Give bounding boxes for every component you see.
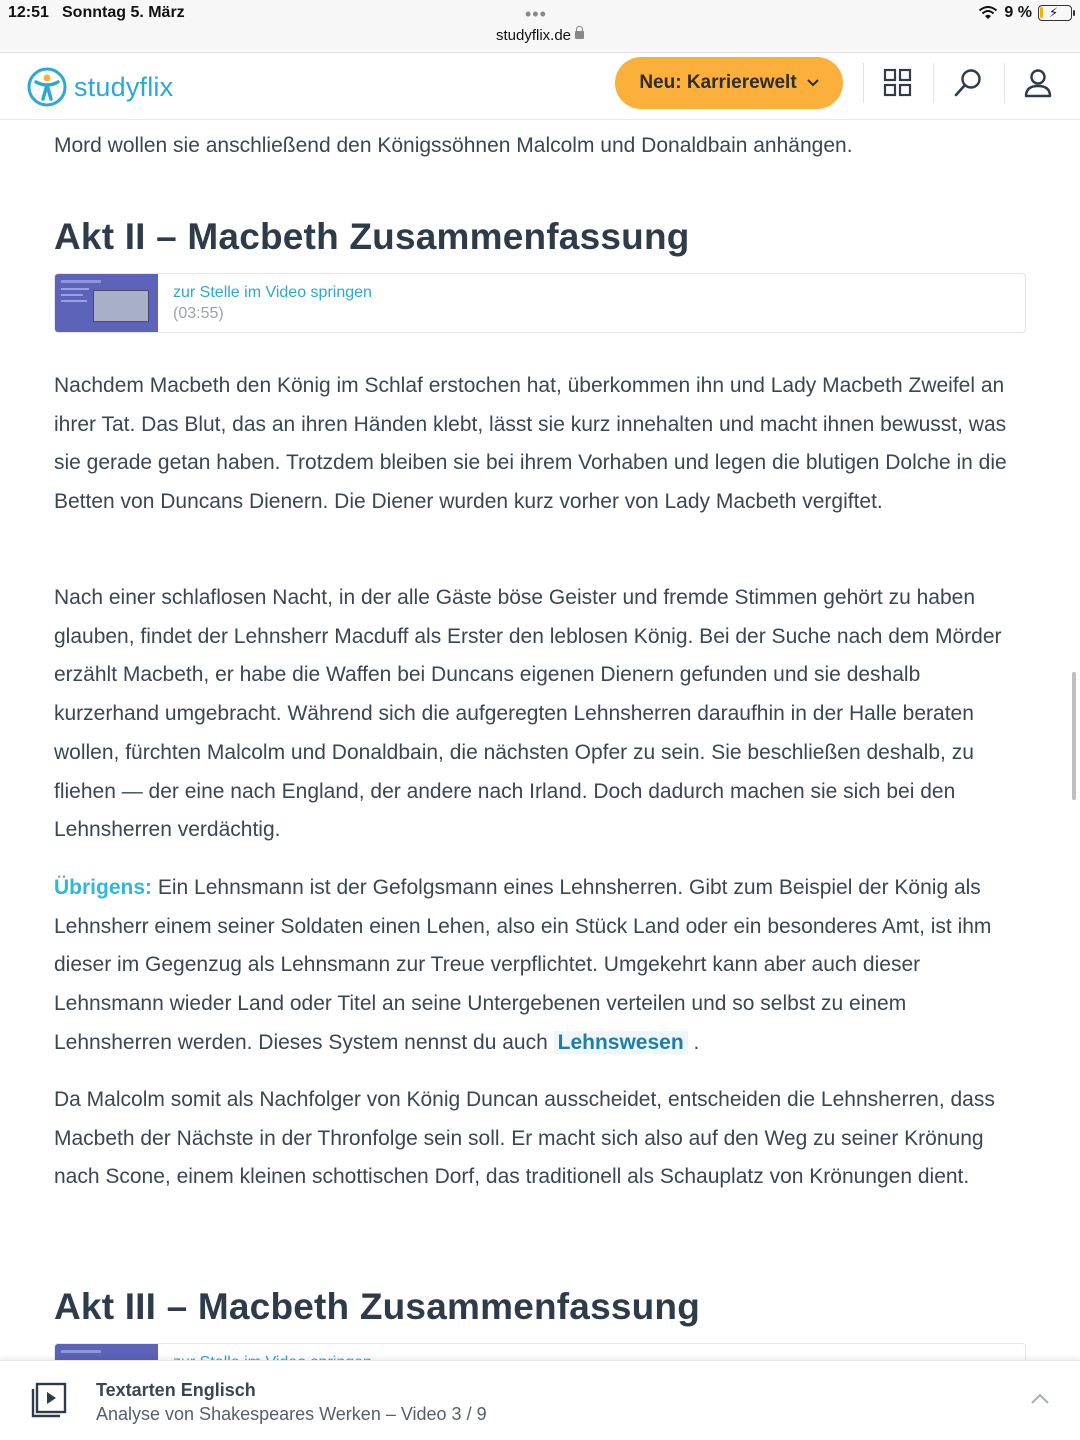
url-text: studyflix.de (495, 27, 572, 44)
site-header (0, 52, 1080, 120)
karrierewelt-button[interactable] (615, 57, 843, 109)
logo-figure-icon (26, 66, 68, 108)
karrierewelt-label: Neu: Karrierewelt (639, 72, 797, 93)
video-timestamp: (03:55) (173, 305, 224, 322)
chevron-down-icon (807, 79, 819, 87)
logo-text: studyflix (74, 71, 174, 102)
video-meta (158, 274, 372, 332)
lock-icon (575, 31, 584, 39)
lehnswesen-link[interactable]: Lehnswesen (554, 1031, 688, 1054)
hint-label: Übrigens: (54, 876, 153, 899)
paragraph-1: Nachdem Macbeth den König im Schlaf erstochen hat, überkommen ihn und Lady Macbeth Zweifel an ihrer Tat. Das Blut, das an ihren Händen klebt, lässt sie kurz innehalten und macht ihnen bewusst, was sie gerade getan haben. Trotzdem bleiben sie bei ihrem Vorhaben und legen die blutigen Dolche in die Betten von Duncans Dienern. Die Diener wurden kurz vorher von Lady Macbeth vergiftet. (54, 374, 1007, 514)
paragraph-4: Da Malcolm somit als Nachfolger von König Duncan ausscheidet, entscheiden die Lehnsherren, dass Macbeth der Nächste in der Thronfolge sein soll. Er macht sich also auf den Weg zu seiner Krönung nach Scone, einem kleinen schottischen Dorf, das traditionell als Schauplatz von Krönungen dient. (54, 1088, 995, 1189)
intro-tail-paragraph: Mord wollen sie anschließend den Königssöhnen Malcolm und Donaldbain anhängen. (54, 134, 853, 157)
video-jump-link[interactable]: zur Stelle im Video springen (173, 284, 372, 301)
playlist-icon (30, 1381, 68, 1419)
section-heading-akt-3: Akt III – Macbeth Zusammenfassung (54, 1286, 701, 1327)
header-divider (1004, 63, 1005, 103)
studyflix-logo[interactable] (26, 66, 173, 108)
user-icon[interactable] (1022, 67, 1054, 99)
playlist-subtitle: Analyse von Shakespeares Werken – Video 3 / 9 (96, 1404, 487, 1424)
grid-icon[interactable] (882, 67, 914, 99)
header-divider (863, 63, 864, 103)
status-bar (0, 0, 1080, 52)
page-scrollbar[interactable] (1072, 672, 1076, 800)
charging-bolt-icon: ⚡ (1049, 5, 1059, 20)
video-thumbnail (55, 274, 158, 332)
hint-paragraph (54, 869, 1029, 1063)
header-divider (933, 63, 934, 103)
battery-level (1040, 7, 1043, 18)
chevron-up-icon[interactable] (1030, 1391, 1050, 1405)
playlist-title: Textarten Englisch (96, 1380, 256, 1400)
playlist-bar[interactable] (0, 1360, 1080, 1440)
battery-percent: 9 % (1004, 4, 1032, 21)
battery-icon (1038, 5, 1072, 21)
hint-text: Ein Lehnsmann ist der Gefolgsmann eines Lehnsherren. Gibt zum Beispiel der König als Lehnsherr einem seiner Soldaten einen Lehen, also ein Stück Land oder ein besonderes Amt, ist ihm dieser im Gegenzug als Lehnsmann zur Treue verpflichtet. Umgekehrt kann aber auch dieser Lehnsmann wieder Land oder Titel an seine Untergebenen verteilen und so selbst zu einem Lehnsherren werden. Dieses System nennst du auch (54, 876, 992, 1054)
status-date: Sonntag 5. März (62, 4, 185, 21)
more-dots-icon[interactable]: ••• (525, 4, 547, 24)
url-bar[interactable] (0, 27, 1080, 44)
hint-end: . (687, 1030, 700, 1054)
video-jump-card[interactable] (54, 273, 1026, 333)
search-icon[interactable] (952, 67, 984, 99)
section-heading-akt-2: Akt II – Macbeth Zusammenfassung (54, 216, 690, 257)
paragraph-2: Nach einer schlaflosen Nacht, in der alle Gäste böse Geister und fremde Stimmen gehört zu haben glauben, findet der Lehnsherr Macduff als Erster den leblosen König. Bei der Suche nach dem Mörder erzählt Macbeth, er habe die Waffen bei Duncans eigenen Dienern gefunden und sie deshalb kurzerhand umgebracht. Während sich die aufgeregten Lehnsherren daraufhin in der Halle beraten wollen, fürchten Malcolm und Donaldbain, die nächsten Opfer zu sein. Sie beschließen deshalb, zu fliehen — der eine nach England, der andere nach Irland. Doch dadurch machen sie sich bei den Lehnsherren verdächtig. (54, 586, 1002, 842)
status-indicators (978, 4, 1072, 22)
wifi-icon (978, 6, 998, 20)
status-time: 12:51 (8, 4, 49, 21)
